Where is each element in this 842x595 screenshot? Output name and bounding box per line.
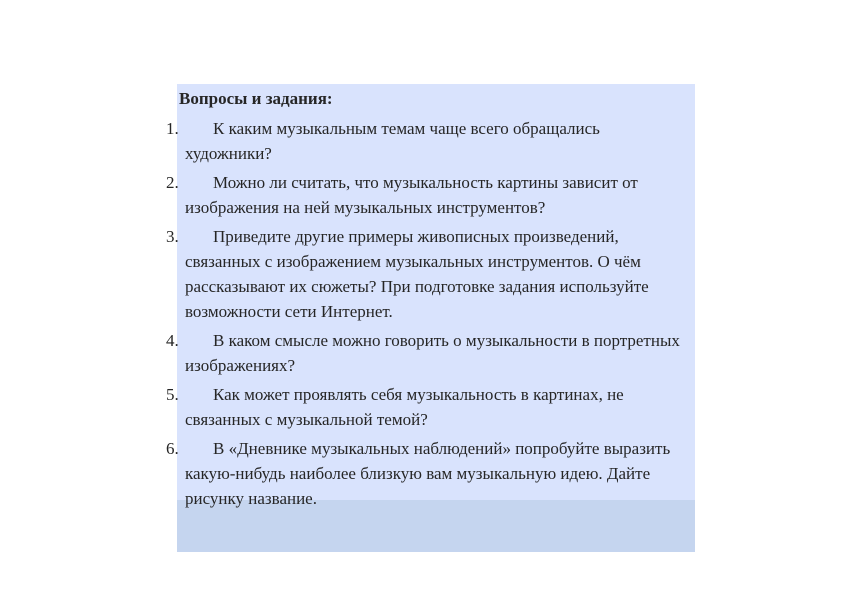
task-number: 3.: [166, 227, 179, 246]
task-number: 5.: [166, 385, 179, 404]
task-number: 1.: [166, 119, 179, 138]
task-list: [166, 116, 696, 515]
task-text: Можно ли считать, что музыкальность картины зависит от изображения на ней музыкальных инструментов?: [185, 173, 638, 217]
task-text: В каком смысле можно говорить о музыкальности в портретных изображениях?: [185, 331, 680, 375]
task-text: Как может проявлять себя музыкальность в картинах, не связанных с музыкальной темой?: [185, 385, 624, 429]
task-text: В «Дневнике музыкальных наблюдений» попробуйте выразить какую-нибудь наиболее близкую вам музыкальную идею. Дайте рисунку название.: [185, 439, 671, 508]
task-number: 4.: [166, 331, 179, 350]
task-text: Приведите другие примеры живописных произведений, связанных с изображением музыкальных инструментов. О чём рассказывают их сюжеты? При подготовке задания используйте возможности сети Интернет.: [185, 227, 649, 321]
section-heading: Вопросы и задания:: [179, 89, 333, 108]
task-item-2: [166, 170, 696, 220]
task-text: К каким музыкальным темам чаще всего обращались художники?: [185, 119, 600, 163]
task-item-6: [166, 436, 696, 511]
task-item-3: [166, 224, 696, 324]
task-number: 2.: [166, 173, 179, 192]
task-item-1: [166, 116, 696, 166]
task-item-5: [166, 382, 696, 432]
task-number: 6.: [166, 439, 179, 458]
task-item-4: [166, 328, 696, 378]
